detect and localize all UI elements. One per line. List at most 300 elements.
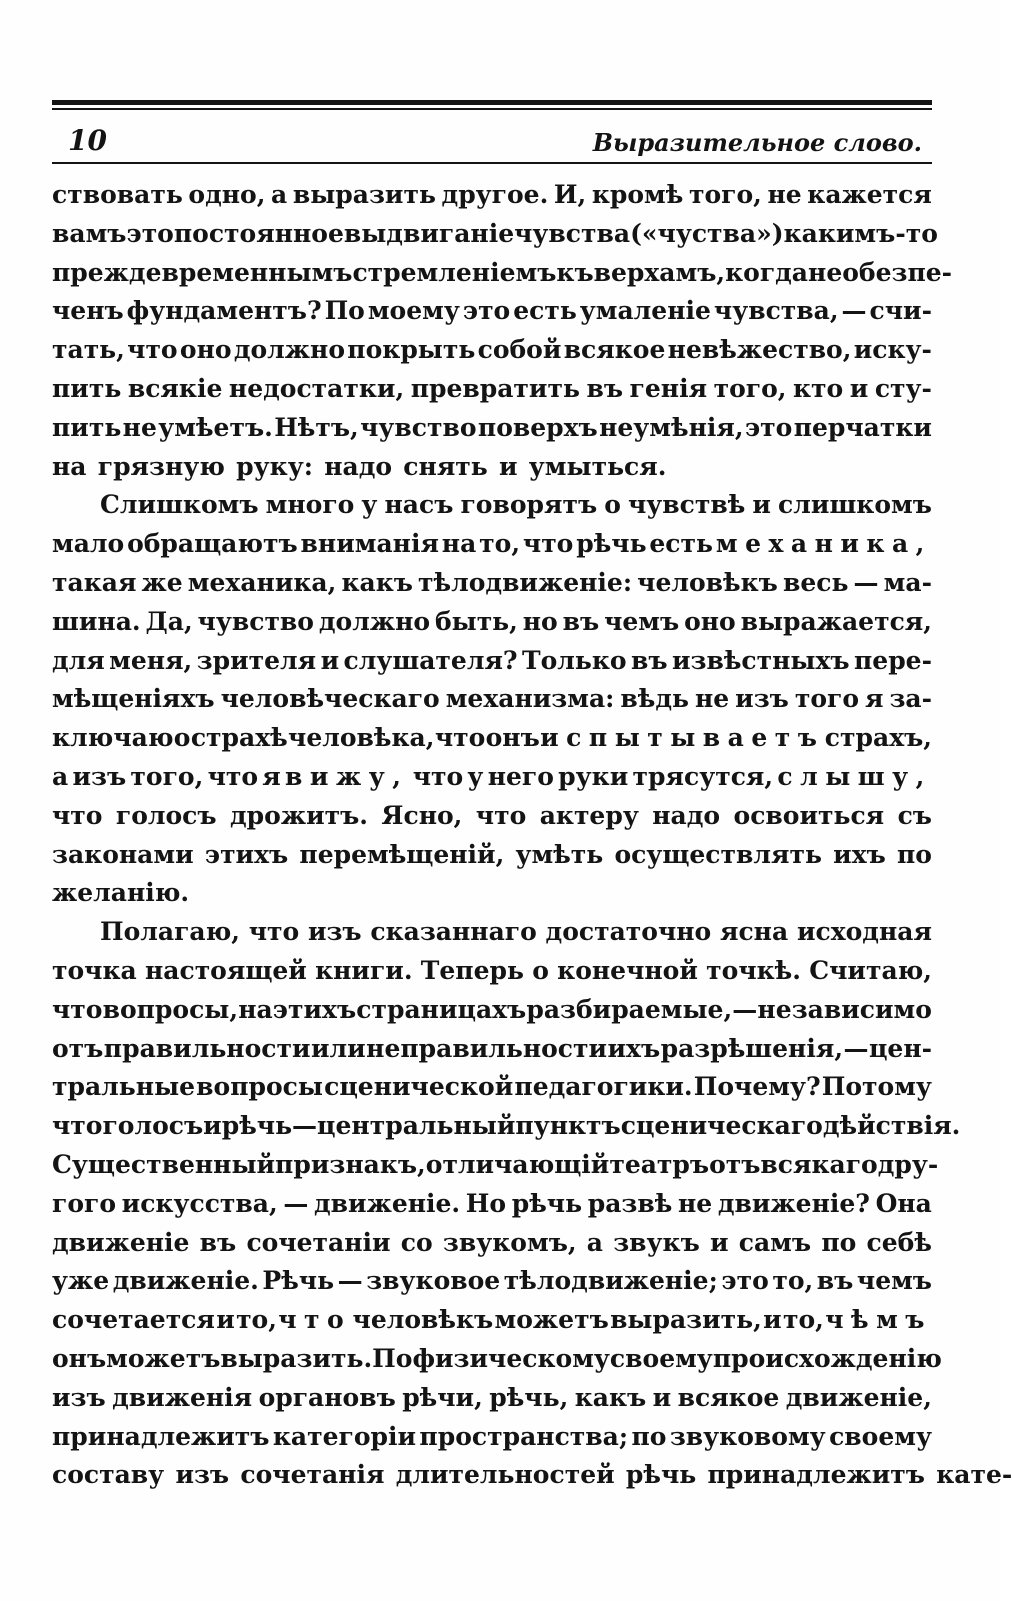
word: не — [694, 684, 730, 714]
body-text — [52, 176, 1012, 1495]
word: за- — [889, 684, 932, 714]
word: механика, — [715, 529, 932, 559]
word: къ — [556, 257, 594, 287]
word: генія — [629, 373, 708, 403]
word: дру- — [877, 1149, 939, 1179]
word: всякіе — [127, 373, 223, 403]
word: рѣчь, — [489, 1382, 569, 1412]
word: надо — [324, 451, 393, 481]
word: выражается, — [740, 606, 932, 636]
word: — — [732, 994, 758, 1024]
word: это — [721, 1266, 769, 1296]
word: вѣдь — [620, 684, 689, 714]
word: сценической — [324, 1072, 514, 1102]
word: когда — [725, 257, 809, 287]
running-head — [52, 118, 932, 162]
text-line — [52, 370, 932, 409]
text-line — [52, 564, 932, 603]
word: тѣлодвиженіе; — [503, 1266, 718, 1296]
word: пить — [52, 412, 122, 442]
word: чемъ — [856, 1266, 932, 1296]
word: онъ — [485, 723, 540, 753]
word: вижу, — [285, 761, 409, 791]
text-line — [52, 448, 932, 487]
word: это — [744, 412, 793, 442]
word: Рѣчь — [262, 1266, 335, 1296]
word: категоріи — [272, 1421, 417, 1451]
text-line — [52, 913, 932, 952]
word: а — [52, 761, 69, 791]
word: изъ — [735, 684, 789, 714]
word: точкѣ. — [706, 955, 801, 985]
word: по — [896, 839, 932, 869]
word: о — [604, 490, 621, 520]
word: умаленіе — [579, 296, 711, 326]
word: Потому — [821, 1072, 932, 1102]
word: одно, — [188, 180, 266, 209]
text-line — [52, 486, 932, 525]
word: стремленіемъ — [352, 257, 557, 287]
word: и — [752, 490, 771, 520]
word: изъ — [72, 761, 127, 791]
text-line — [52, 1030, 932, 1069]
word: въ — [586, 373, 624, 403]
word: неумѣнія, — [599, 412, 744, 442]
word: чувство — [197, 606, 314, 636]
text-line — [52, 1262, 932, 1301]
word: недостатки, — [228, 373, 405, 403]
word: не — [767, 180, 802, 209]
word: рѣчь — [576, 529, 647, 559]
header-rule-thick — [52, 100, 932, 105]
word: дрожитъ. — [230, 800, 368, 830]
word: моему — [367, 296, 460, 326]
word: Ясно, — [381, 800, 463, 830]
word: искусства, — [121, 1188, 278, 1218]
word: о — [532, 955, 549, 985]
word: ихъ — [607, 1033, 661, 1063]
word: по — [631, 1421, 667, 1451]
word: быть, — [434, 606, 518, 636]
word: мало — [52, 529, 125, 559]
word: кромѣ — [591, 180, 684, 209]
word: уже — [52, 1266, 110, 1296]
word: не — [757, 994, 792, 1024]
word: чувство — [360, 412, 477, 442]
word: можетъ — [494, 1305, 609, 1335]
word: разрѣшенія, — [660, 1033, 844, 1063]
word: на — [238, 994, 273, 1024]
word: обращаютъ — [127, 529, 298, 559]
word: вниманія — [300, 529, 439, 559]
word: — — [283, 1188, 309, 1218]
word: — — [292, 1111, 318, 1141]
text-line — [52, 1185, 932, 1224]
word: изъ — [175, 1460, 230, 1490]
word: звуковое — [366, 1266, 501, 1296]
word: ихъ — [833, 839, 886, 869]
text-line — [52, 603, 932, 642]
word: другое. — [441, 180, 549, 209]
word: то, — [479, 529, 521, 559]
word: что — [434, 723, 486, 753]
text-line — [52, 642, 932, 681]
word: актеру — [539, 800, 639, 830]
word: принадлежитъ — [707, 1460, 925, 1490]
word: невѣжество, — [667, 335, 852, 365]
text-line — [52, 409, 932, 448]
word: дѣйствія. — [822, 1111, 961, 1141]
word: себѣ — [866, 1227, 932, 1257]
word: выразить. — [220, 1343, 373, 1373]
word: что — [412, 761, 464, 791]
word: пить — [52, 373, 122, 403]
word: Теперь — [420, 955, 524, 985]
text-line — [52, 1146, 939, 1185]
word: голосъ — [115, 800, 217, 830]
word: длительностей — [395, 1460, 615, 1490]
word: много — [265, 490, 355, 520]
word: всякаго — [760, 1149, 878, 1179]
word: и — [499, 451, 518, 481]
word: можетъ — [106, 1343, 221, 1373]
word: выразить, — [610, 1305, 762, 1335]
word: механика, — [187, 567, 337, 597]
word: шина. — [52, 606, 141, 636]
word: того, — [713, 373, 787, 403]
word: Только — [521, 645, 627, 675]
word: ключаю — [52, 723, 174, 753]
word: что — [278, 1305, 352, 1335]
word: Нѣтъ, — [274, 412, 359, 442]
word: трясутся, — [632, 761, 774, 791]
word: я — [864, 684, 884, 714]
word: чувства, — [713, 296, 839, 326]
word: что — [248, 917, 300, 947]
text-line — [52, 1379, 932, 1418]
word: счи- — [869, 296, 932, 326]
word: Существенный — [52, 1149, 276, 1179]
word: онъ — [52, 1343, 107, 1373]
word: со — [400, 1227, 433, 1257]
word: него — [487, 761, 554, 791]
word: тральные — [52, 1072, 196, 1102]
word: движеніе? — [717, 1188, 870, 1218]
word: и — [216, 1305, 235, 1335]
word: книги. — [315, 955, 413, 985]
word: а — [271, 180, 288, 209]
word: признакъ, — [275, 1149, 426, 1179]
word: всякое — [563, 335, 666, 365]
word: рѣчь — [625, 1460, 697, 1490]
word: обезпе- — [842, 257, 953, 287]
word: развѣ — [587, 1188, 673, 1218]
word: въ — [816, 1266, 854, 1296]
word: превратить — [410, 373, 580, 403]
word: слышу, — [777, 761, 932, 791]
word: человѣка, — [288, 723, 435, 753]
word: человѣкъ — [637, 567, 778, 597]
word: звуковому — [669, 1421, 826, 1451]
word: страхѣ — [190, 723, 288, 753]
word: Полагаю, — [100, 917, 240, 947]
word: то, — [772, 1266, 814, 1296]
word: рѣчь — [221, 1111, 293, 1141]
word: Считаю, — [809, 955, 932, 985]
word: Но — [465, 1188, 507, 1218]
word: не — [808, 257, 843, 287]
word: и — [203, 1111, 222, 1141]
word: центральный — [317, 1111, 516, 1141]
word: физическому — [412, 1343, 610, 1373]
word: надо — [652, 800, 721, 830]
word: театръ — [609, 1149, 710, 1179]
word: весь — [782, 567, 849, 597]
word: есть — [649, 529, 713, 559]
word: зависимо — [791, 994, 932, 1024]
word: исходная — [796, 917, 932, 947]
running-title: Выразительное слово. — [592, 128, 922, 157]
word: этихъ — [272, 994, 357, 1024]
word: движеніе. — [314, 1188, 461, 1218]
word: сказаннаго — [370, 917, 537, 947]
word: сочетанія — [240, 1460, 385, 1490]
word: изъ — [52, 1382, 106, 1412]
word: у — [361, 490, 378, 520]
word: чувства — [514, 218, 631, 248]
word: испытываетъ — [540, 723, 825, 753]
word: самъ — [738, 1227, 812, 1257]
word: это — [126, 218, 174, 248]
word: на — [441, 529, 477, 559]
word: въ — [199, 1227, 237, 1257]
running-head-rule — [52, 162, 932, 164]
text-line — [52, 758, 932, 797]
word: кажется — [807, 180, 932, 209]
word: цен- — [868, 1033, 932, 1063]
word: движеніе, — [785, 1382, 932, 1412]
text-line — [52, 331, 932, 370]
word: ясна — [719, 917, 789, 947]
word: По — [324, 296, 365, 326]
word: преждевременнымъ — [52, 257, 353, 287]
word: неправильности — [366, 1033, 608, 1063]
text-line — [52, 991, 932, 1030]
word: вамъ — [52, 218, 127, 248]
word: какимъ-то — [783, 218, 938, 248]
word: я — [262, 761, 281, 791]
word: снять — [403, 451, 488, 481]
word: зрителя — [196, 645, 317, 675]
text-line — [52, 254, 953, 293]
word: составу — [52, 1460, 165, 1490]
word: Она — [875, 1188, 932, 1218]
text-line — [52, 1340, 942, 1379]
word: же — [141, 567, 183, 597]
word: принадлежитъ — [52, 1421, 270, 1451]
word: того — [794, 684, 859, 714]
word: пере- — [853, 645, 932, 675]
word: механизма: — [445, 684, 615, 714]
word: собой — [477, 335, 562, 365]
word: голосъ — [102, 1111, 204, 1141]
word: не — [122, 412, 157, 442]
word: но — [522, 606, 558, 636]
text-line — [52, 1456, 1012, 1495]
word: умѣть — [515, 839, 604, 869]
word: слишкомъ — [778, 490, 932, 520]
text-line — [52, 525, 932, 564]
word: правильности — [103, 1033, 311, 1063]
word: покрыть — [347, 335, 476, 365]
word: звукомъ, — [442, 1227, 577, 1257]
word: и — [763, 1305, 782, 1335]
word: что — [207, 761, 259, 791]
word: выразить — [292, 180, 436, 209]
word: грязную — [97, 451, 225, 481]
word: сочетаніи — [246, 1227, 391, 1257]
word: сту- — [874, 373, 932, 403]
word: — — [853, 567, 879, 597]
word: ма- — [883, 567, 932, 597]
text-line — [52, 719, 932, 758]
text-line — [52, 176, 932, 215]
word: ченъ — [52, 296, 124, 326]
word: такая — [52, 567, 137, 597]
word: сценическаго — [620, 1111, 823, 1141]
word: то, — [783, 1305, 824, 1335]
word: чемъ — [604, 606, 680, 636]
word: какъ — [574, 1382, 647, 1412]
word: изъ — [307, 917, 362, 947]
word: что — [52, 994, 103, 1024]
word: вопросы, — [102, 994, 239, 1024]
word: перчатки — [793, 412, 932, 442]
word: ствовать — [52, 180, 183, 209]
word: умыться. — [528, 451, 667, 481]
word: («чуства») — [630, 218, 784, 248]
word: постоянное — [173, 218, 344, 248]
word: движенія — [112, 1382, 253, 1412]
word: чѣмъ — [825, 1305, 932, 1335]
word: страницахъ — [356, 994, 527, 1024]
header-rule-thin — [52, 108, 932, 110]
word: это — [462, 296, 511, 326]
word: мѣщеніяхъ — [52, 684, 215, 714]
word: вопросы — [196, 1072, 323, 1102]
text-line — [52, 215, 938, 254]
word: меня, — [109, 645, 193, 675]
word: сочетается — [52, 1305, 215, 1335]
word: отличающій — [425, 1149, 610, 1179]
word: движеніе. — [112, 1266, 259, 1296]
word: По — [372, 1343, 413, 1373]
word: точка — [52, 955, 137, 985]
word: тать, — [52, 335, 125, 365]
word: происхожденію — [712, 1343, 942, 1373]
word: своему — [609, 1343, 713, 1373]
word: у — [467, 761, 484, 791]
word: всякое — [677, 1382, 780, 1412]
word: освоиться — [733, 800, 885, 830]
word: рѣчь — [511, 1188, 583, 1218]
text-line — [52, 1107, 961, 1146]
word: умѣетъ. — [158, 412, 273, 442]
word: оно — [179, 335, 232, 365]
word: должно — [233, 335, 346, 365]
word: то, — [236, 1305, 277, 1335]
word: осуществлять — [614, 839, 822, 869]
word: кате- — [936, 1460, 1012, 1490]
word: отъ — [52, 1033, 104, 1063]
text-line — [52, 292, 932, 331]
word: не — [677, 1188, 713, 1218]
word: фундаментъ? — [126, 296, 322, 326]
word: въ — [631, 645, 668, 675]
word: того, — [688, 180, 762, 209]
word: должно — [318, 606, 431, 636]
word: и — [710, 1227, 729, 1257]
word: верхамъ, — [593, 257, 726, 287]
word: желанію. — [52, 878, 190, 908]
text-line — [52, 836, 932, 875]
text-line — [52, 1301, 932, 1340]
word: поверхъ — [477, 412, 598, 442]
word: рѣчи, — [402, 1382, 483, 1412]
word: чувствѣ — [628, 490, 746, 520]
text-line — [52, 680, 932, 719]
word: органовъ — [258, 1382, 396, 1412]
word: достаточно — [545, 917, 712, 947]
text-line — [52, 1068, 932, 1107]
word: звукъ — [613, 1227, 700, 1257]
text-line — [52, 952, 932, 991]
word: того, — [130, 761, 204, 791]
word: извѣстныхъ — [671, 645, 850, 675]
word: своему — [829, 1421, 932, 1451]
word: что — [522, 529, 574, 559]
word: для — [52, 645, 105, 675]
word: что — [52, 800, 103, 830]
word: какъ — [341, 567, 413, 597]
word: отъ — [709, 1149, 761, 1179]
word: перемѣщеній, — [299, 839, 505, 869]
word: кто — [792, 373, 844, 403]
word: пунктъ — [515, 1111, 621, 1141]
text-line — [52, 874, 932, 913]
word: Почему? — [693, 1072, 821, 1102]
word: оно — [684, 606, 736, 636]
word: руку: — [236, 451, 313, 481]
word: и — [652, 1382, 672, 1412]
word: что — [127, 335, 178, 365]
word: этихъ — [204, 839, 289, 869]
word: съ — [897, 800, 932, 830]
word: — — [841, 296, 867, 326]
word: въ — [562, 606, 600, 636]
text-line — [52, 1418, 932, 1457]
word: говорятъ — [460, 490, 598, 520]
word: Слишкомъ — [100, 490, 259, 520]
word: конечной — [557, 955, 698, 985]
word: на — [52, 451, 87, 481]
word: настоящей — [144, 955, 307, 985]
word: разбираемые, — [526, 994, 733, 1024]
word: насъ — [384, 490, 454, 520]
word: и — [849, 373, 869, 403]
word: что — [475, 800, 527, 830]
word: И, — [553, 180, 587, 209]
